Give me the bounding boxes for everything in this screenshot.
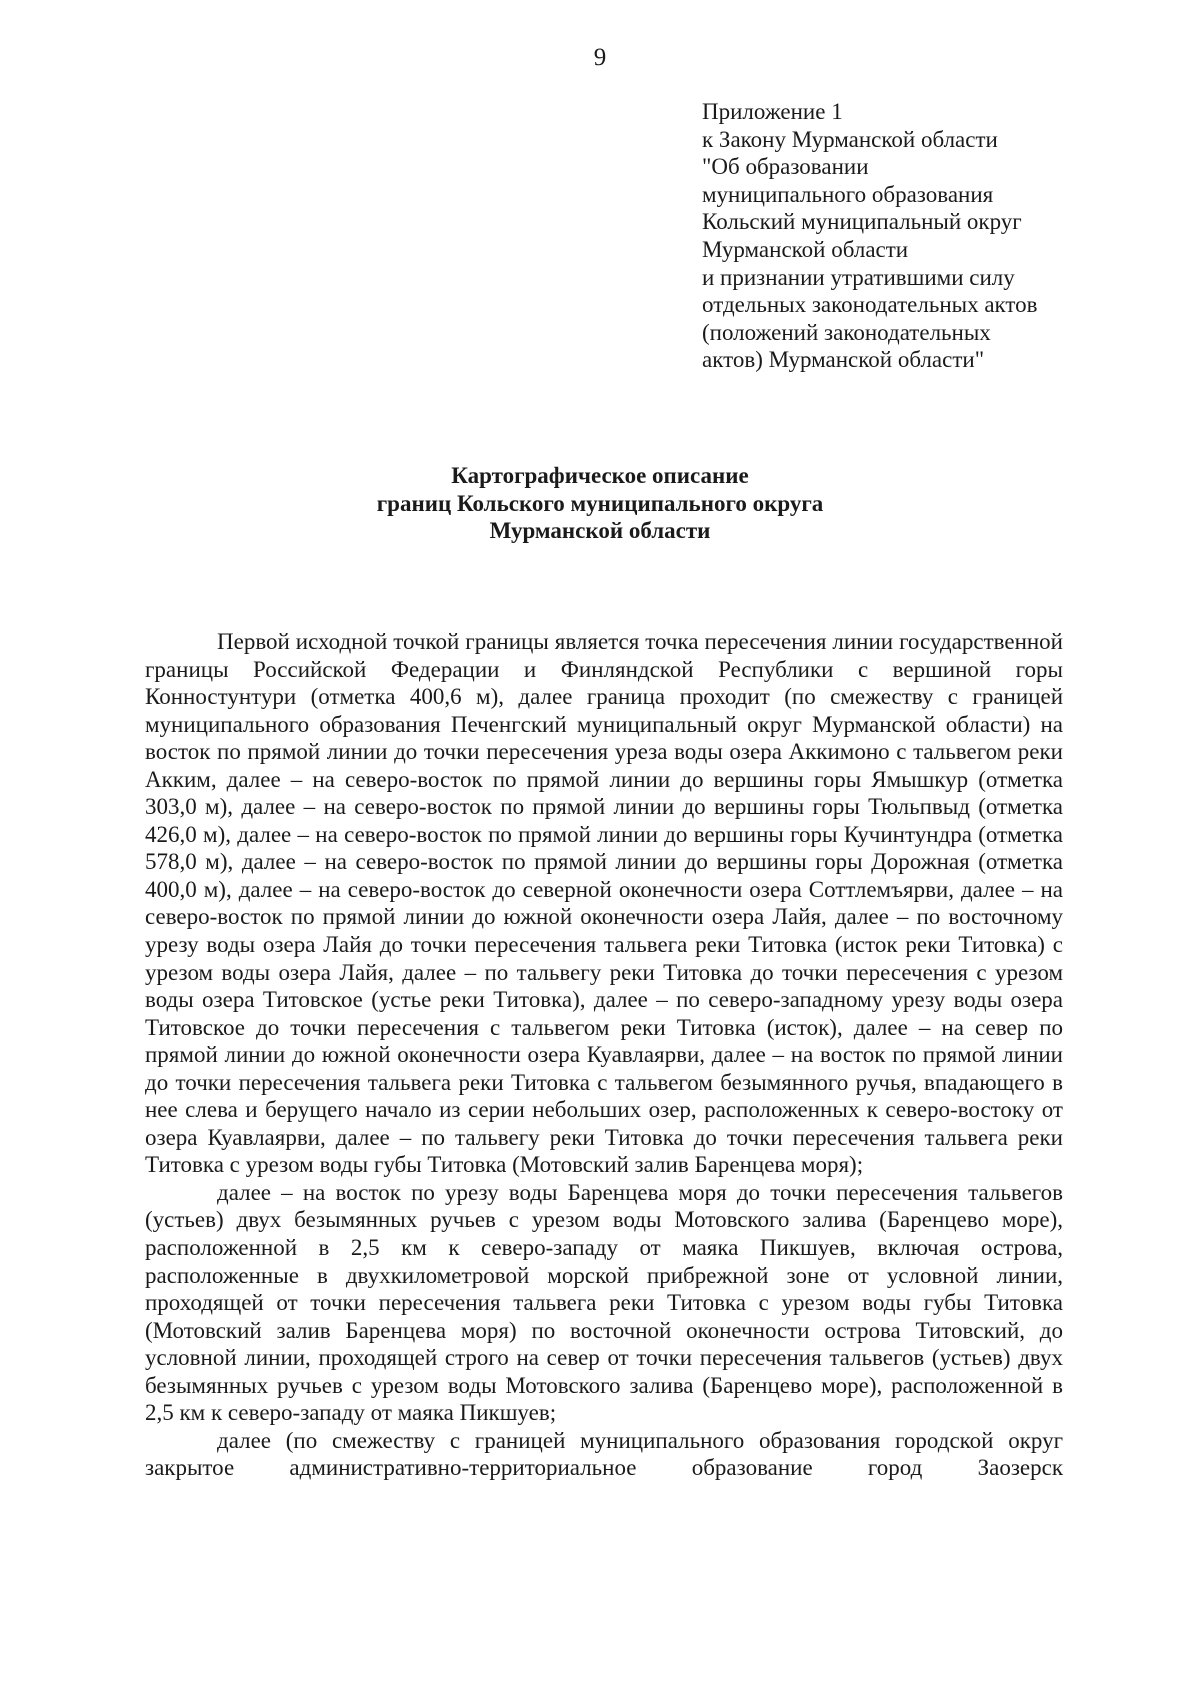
document-title <box>0 462 1200 545</box>
appendix-line: Мурманской области <box>702 236 909 262</box>
appendix-line: (положений законодательных <box>702 319 991 345</box>
title-line: Картографическое описание <box>451 463 749 488</box>
body-paragraph: далее – на восток по урезу воды Баренцева моря до точки пересечения тальвегов (устьев) двух безымянных ручьев с урезом воды Мотовского залива (Баренцево море), расположенной в 2,5 км к северо-западу от маяка Пикшуев, включая острова, расположенные в двухкилометровой морской прибрежной зоне от условной линии, проходящей от точки пересечения тальвега реки Титовка с урезом воды губы Титовка (Мотовский залив Баренцева моря) по восточной оконечности острова Титовский, до условной линии, проходящей строго на север от точки пересечения тальвегов (устьев) двух безымянных ручьев с урезом воды Мотовского залива (Баренцево море), расположенной в 2,5 км к северо-западу от маяка Пикшуев; <box>145 1179 1063 1426</box>
appendix-line: "Об образовании <box>702 154 869 180</box>
appendix-line: Приложение 1 <box>702 99 843 124</box>
title-line: границ Кольского муниципального округа <box>376 490 824 516</box>
title-line: Мурманской области <box>489 518 711 543</box>
appendix-line: актов) Мурманской области" <box>702 347 985 373</box>
appendix-line: муниципального образования <box>702 181 994 207</box>
body-paragraph: Первой исходной точкой границы является точка пересечения линии государственной границы Российской Федерации и Финляндской Республики с вершиной горы Конностунтури (отметка 400,6 м), далее граница проходит (по смежеству с границей муниципального образования Печенгский муниципальный округ Мурманской области) на восток по прямой линии до точки пересечения уреза воды озера Аккимоно с тальвегом реки Акким, далее – на северо-восток по прямой линии до вершины горы Ямышкур (отметка 303,0 м), далее – на северо-восток по прямой линии до вершины горы Тюльпвыд (отметка 426,0 м), далее – на северо-восток по прямой линии до вершины горы Кучинтундра (отметка 578,0 м), далее – на северо-восток по прямой линии до вершины горы Дорожная (отметка 400,0 м), далее – на северо-восток до северной оконечности озера Соттлемъярви, далее – на северо-восток по прямой линии до южной оконечности озера Лайя, далее – по восточному урезу воды озера Лайя до точки пересечения тальвега реки Титовка (исток реки Титовка) с урезом воды озера Лайя, далее – по тальвегу реки Титовка до точки пересечения с урезом воды озера Титовское (устье реки Титовка), далее – по северо-западному урезу воды озера Титовское до точки пересечения с тальвегом реки Титовка (исток), далее – на север по прямой линии до южной оконечности озера Куавлаярви, далее – на восток по прямой линии до точки пересечения тальвега реки Титовка с тальвегом безымянного ручья, впадающего в нее слева и берущего начало из серии небольших озер, расположенных к северо-востоку от озера Куавлаярви, далее – по тальвегу реки Титовка до точки пересечения тальвега реки Титовка с урезом воды губы Титовка (Мотовский залив Баренцева моря); <box>145 629 1063 1178</box>
document-body <box>145 628 1063 1482</box>
appendix-line: отдельных законодательных актов <box>702 292 1038 318</box>
appendix-note <box>702 98 1122 374</box>
appendix-line: к Закону Мурманской области <box>702 126 998 152</box>
page-number: 9 <box>593 44 607 71</box>
appendix-line: и признании утратившими силу <box>702 264 1015 290</box>
appendix-line: Кольский муниципальный округ <box>702 209 1022 235</box>
body-paragraph: далее (по смежеству с границей муниципального образования городской округ закрытое административно-территориальное образование город Заозерск <box>145 1427 1063 1481</box>
